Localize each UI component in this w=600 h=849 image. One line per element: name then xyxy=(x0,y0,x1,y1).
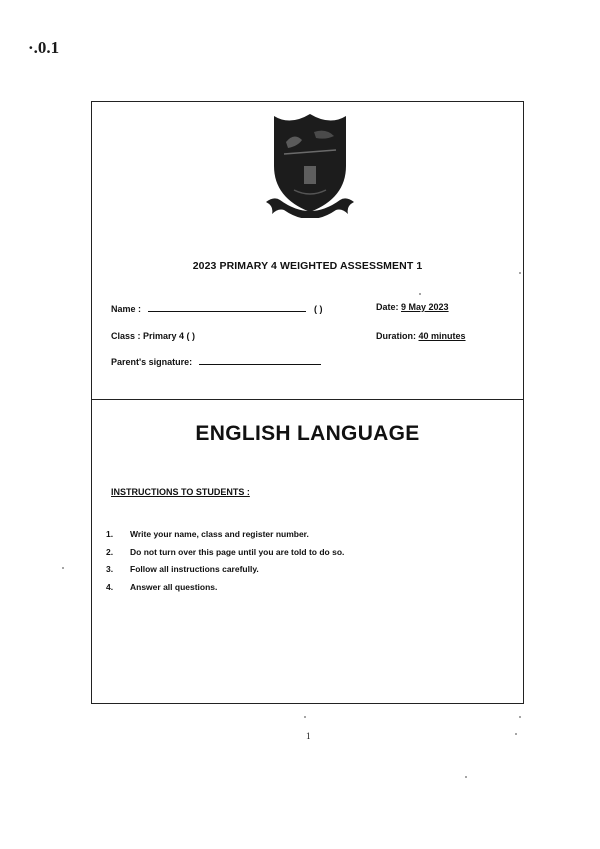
instruction-text: Write your name, class and register number. xyxy=(130,529,309,539)
scan-speck xyxy=(465,776,467,778)
duration-label: Duration: xyxy=(376,331,416,341)
assessment-title: 2023 PRIMARY 4 WEIGHTED ASSESSMENT 1 xyxy=(192,260,423,272)
instruction-number: 2. xyxy=(106,546,114,557)
page-number: 1 xyxy=(306,731,311,741)
instructions-heading: INSTRUCTIONS TO STUDENTS : xyxy=(111,487,250,497)
instruction-item xyxy=(106,547,344,565)
scan-speck xyxy=(519,272,521,274)
scan-speck xyxy=(515,733,517,735)
duration-field xyxy=(376,331,466,341)
date-field xyxy=(376,302,449,312)
scan-speck xyxy=(304,716,306,718)
school-crest-icon xyxy=(264,110,356,218)
cover-frame xyxy=(91,101,524,704)
instruction-text: Do not turn over this page until you are told to do so. xyxy=(130,546,345,557)
instruction-list xyxy=(106,529,344,599)
parent-signature-field xyxy=(111,355,321,367)
scan-speck xyxy=(62,567,64,569)
duration-value: 40 minutes xyxy=(418,331,466,341)
name-field xyxy=(111,302,323,314)
instruction-item xyxy=(106,529,344,547)
scan-speck xyxy=(519,716,521,718)
instruction-item xyxy=(106,582,344,600)
instruction-number: 3. xyxy=(106,564,114,574)
instruction-number: 4. xyxy=(106,581,114,592)
section-divider xyxy=(92,399,523,400)
parent-signature-label: Parent's signature: xyxy=(111,357,193,367)
name-line xyxy=(148,302,306,312)
instruction-number: 1. xyxy=(106,529,114,539)
instruction-item xyxy=(106,564,344,582)
name-label: Name : xyxy=(111,304,142,314)
scan-speck xyxy=(419,293,421,295)
instruction-text: Answer all questions. xyxy=(130,581,218,592)
date-label: Date: xyxy=(376,302,399,312)
date-value: 9 May 2023 xyxy=(401,302,449,312)
subject-title: ENGLISH LANGUAGE xyxy=(195,422,420,445)
class-field xyxy=(111,331,195,341)
parent-signature-line xyxy=(199,355,321,365)
page-reference: ·.0.1 xyxy=(28,38,60,57)
instruction-text: Follow all instructions carefully. xyxy=(130,564,259,574)
class-label: Class : Primary 4 ( ) xyxy=(111,331,196,341)
register-number-paren: ( ) xyxy=(314,304,323,314)
